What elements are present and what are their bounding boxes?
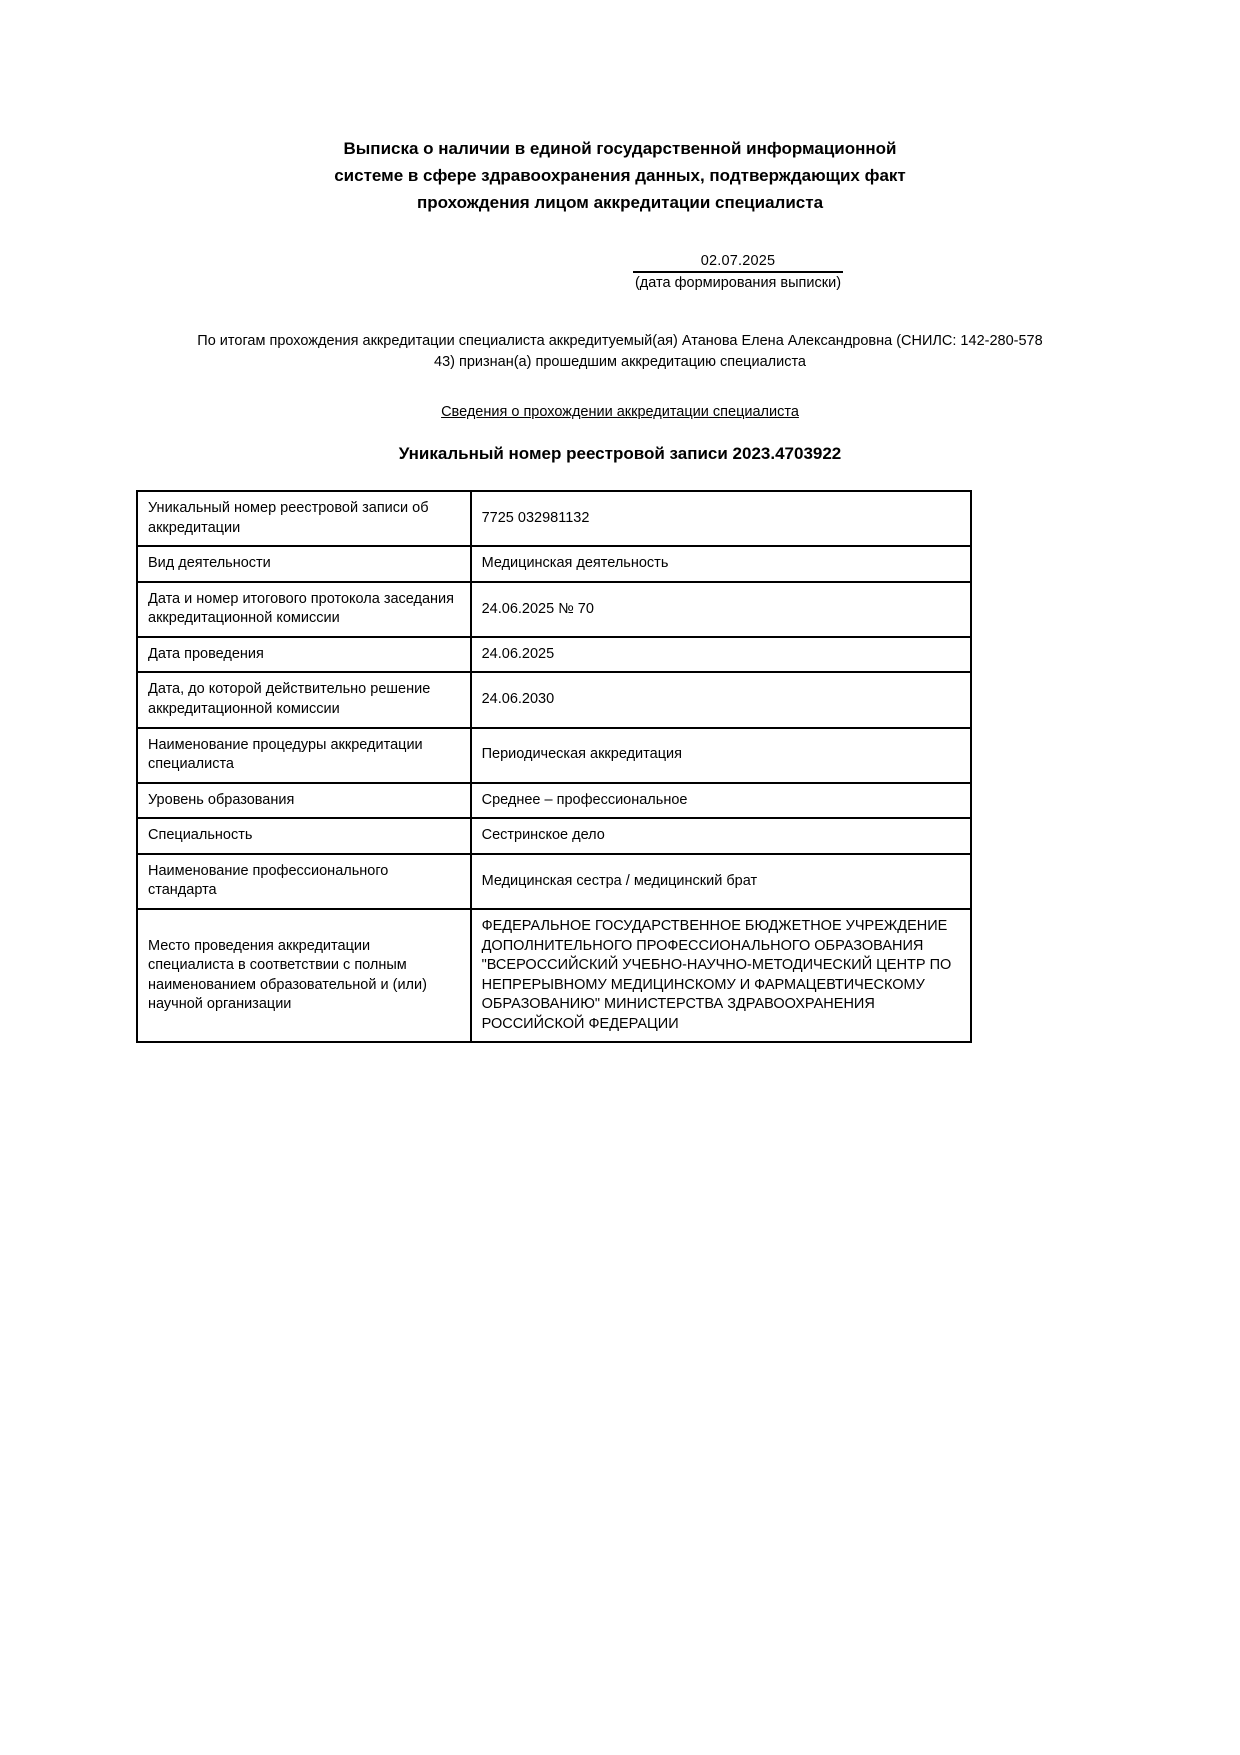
- table-row: [137, 854, 971, 909]
- table-row: [137, 582, 971, 637]
- row-value: 24.06.2030: [471, 672, 971, 727]
- table-row: [137, 672, 971, 727]
- row-value: Медицинская деятельность: [471, 546, 971, 582]
- row-value: Периодическая аккредитация: [471, 728, 971, 783]
- table-row: [137, 637, 971, 673]
- accreditation-result-paragraph: По итогам прохождения аккредитации специалиста аккредитуемый(ая) Атанова Елена Александровна (СНИЛС: 142-280-578 43) признан(а) прошедшим аккредитацию специалиста: [197, 332, 1043, 371]
- row-label: Место проведения аккредитации специалиста в соответствии с полным наименованием образовательной и (или) научной организации: [137, 909, 471, 1042]
- row-label: Вид деятельности: [137, 546, 471, 582]
- accreditation-details-table: [136, 490, 972, 1043]
- row-label: Дата и номер итогового протокола заседания аккредитационной комиссии: [137, 582, 471, 637]
- table-row: [137, 728, 971, 783]
- row-value: 24.06.2025 № 70: [471, 582, 971, 637]
- table-row: [137, 491, 971, 546]
- row-value: Сестринское дело: [471, 818, 971, 854]
- row-label: Дата проведения: [137, 637, 471, 673]
- table-row: [137, 783, 971, 819]
- row-label: Наименование профессионального стандарта: [137, 854, 471, 909]
- table-row: [137, 546, 971, 582]
- row-label: Уникальный номер реестровой записи об аккредитации: [137, 491, 471, 546]
- row-label: Дата, до которой действительно решение аккредитационной комиссии: [137, 672, 471, 727]
- document-title: Выписка о наличии в единой государственной информационной системе в сфере здравоохранения данных, подтверждающих факт прохождения лицом аккредитации специалиста: [334, 139, 906, 213]
- row-value: ФЕДЕРАЛЬНОЕ ГОСУДАРСТВЕННОЕ БЮДЖЕТНОЕ УЧРЕЖДЕНИЕ ДОПОЛНИТЕЛЬНОГО ПРОФЕССИОНАЛЬНОГО ОБРАЗОВАНИЯ "ВСЕРОССИЙСКИЙ УЧЕБНО-НАУЧНО-МЕТОДИЧЕСКИЙ ЦЕНТР ПО НЕПРЕРЫВНОМУ МЕДИЦИНСКОМУ И ФАРМАЦЕВТИЧЕСКОМУ ОБРАЗОВАНИЮ" МИНИСТЕРСТВА ЗДРАВООХРАНЕНИЯ РОССИЙСКОЙ ФЕДЕРАЦИИ: [471, 909, 971, 1042]
- row-label: Специальность: [137, 818, 471, 854]
- formation-date-value: 02.07.2025: [633, 253, 843, 273]
- row-value: Медицинская сестра / медицинский брат: [471, 854, 971, 909]
- registry-number-heading: Уникальный номер реестровой записи 2023.4703922: [398, 444, 842, 464]
- formation-date-block: [633, 253, 843, 291]
- row-label: Наименование процедуры аккредитации специалиста: [137, 728, 471, 783]
- table-row: [137, 909, 971, 1042]
- formation-date-caption: (дата формирования выписки): [634, 274, 842, 291]
- row-value: 7725 032981132: [471, 491, 971, 546]
- table-row: [137, 818, 971, 854]
- section-heading: Сведения о прохождении аккредитации специалиста: [441, 404, 799, 421]
- row-value: Среднее – профессиональное: [471, 783, 971, 819]
- row-label: Уровень образования: [137, 783, 471, 819]
- row-value: 24.06.2025: [471, 637, 971, 673]
